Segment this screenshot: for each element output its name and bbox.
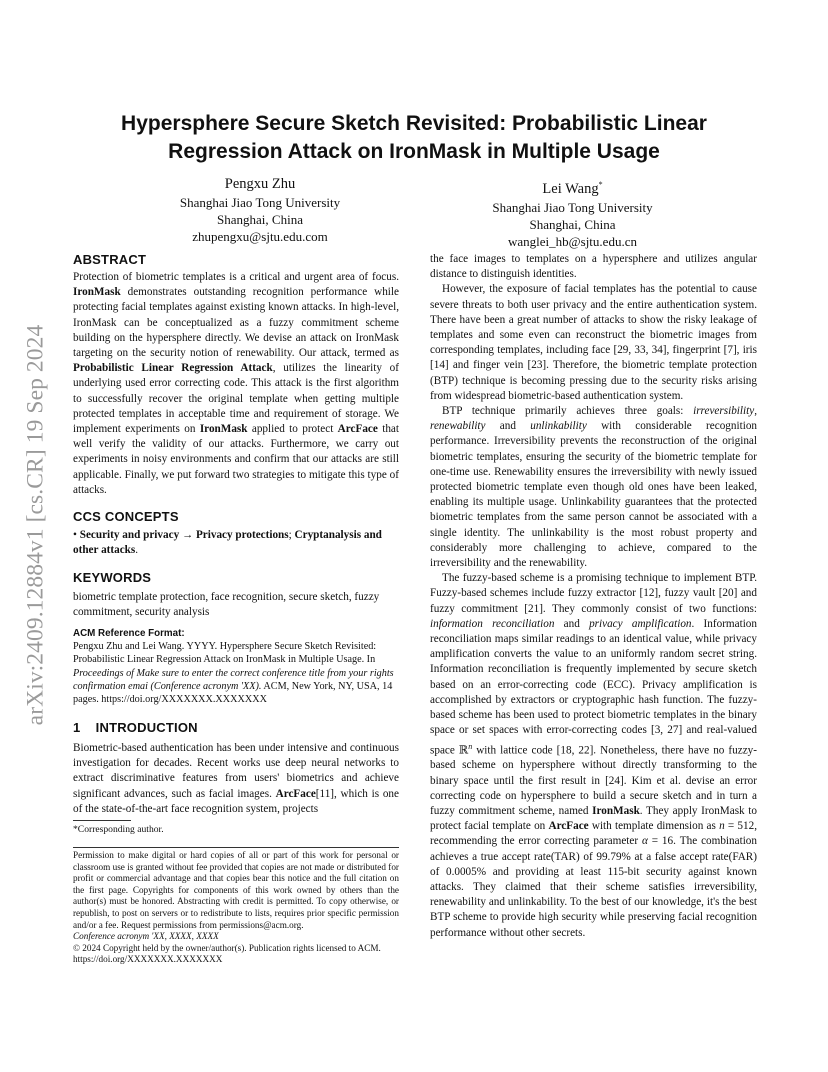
footnote: *Corresponding author.: [73, 824, 164, 835]
acm-reference-heading: ACM Reference Format:: [73, 628, 185, 639]
author-1-name: Pengxu Zhu: [224, 176, 296, 192]
intro-paragraph-3: BTP technique primarily achieves three goals: irreversibility, renewability and unlinkability with considerable recognition performance. Irreversibility prevents the reconstruction of the original biometric templates, ensuring the security of the biometric template for one-time use. Renewability ensures the irreversibility with newly issued protected biometric template even though old ones have been leaked, enabling its multiple usage. Unlinkability guarantees that the protected biometric templates from the same person cannot be associated with a single identity. The unlinkability is the most robust property and considerably more challenging to achieve, compared to the irreversibility and the renewability.: [430, 405, 758, 570]
intro-paragraph-2: However, the exposure of facial templates has the potential to cause severe threats to both user privacy and the entire authentication system. There have been a great number of attacks to show the risky leakage of templates and some even can reconstruct the biometric images from corresponding templates, including face [29, 33, 34], fingerprint [7], iris [14] and finger vein [23]. Therefore, the biometric template protection (BTP) technique is becoming pressing due to the security risks arising from widespread biometric-based authentication system.: [430, 283, 757, 402]
right-column: [430, 252, 757, 941]
author-2-affiliation: Shanghai Jiao Tong University: [492, 199, 653, 215]
author-2-email: wanglei_hb@sjtu.edu.cn: [508, 233, 637, 249]
permission-rule: [73, 847, 399, 848]
introduction-heading: 1 INTRODUCTION: [73, 720, 198, 735]
author-2-location: Shanghai, China: [529, 216, 616, 232]
copyright-line: © 2024 Copyright held by the owner/author(s). Publication rights licensed to ACM.: [73, 942, 381, 953]
acm-reference: [73, 627, 399, 706]
paper-title: [90, 110, 738, 166]
intro-paragraph-4: The fuzzy-based scheme is a promising technique to implement BTP. Fuzzy-based schemes include fuzzy extractor [12], fuzzy vault [20] and fuzzy commitment [21]. They commonly consist of two functions: information reconciliation and privacy amplification. Information reconciliation maps similar readings to an identical value, while privacy amplification converts the value to an uniformly random secret string. Information reconciliation is frequently implemented by secure sketch based on an error-correcting code (ECC). Privacy amplification is accomplished by extractors or cryptographic hash function. The fuzzy-based scheme has been used to protect biometric templates in the binary space or set spaces with error-correcting codes [3, 27] and real-valued space ℝ$^n$ with lattice code [18, 22]. Nonetheless, there have no fuzzy-based scheme on hypersphere without directly transforming to the binary space until the first result in [24]. Kim et al. devise an error correcting code on hypersphere to build a secure sketch and in turn a fuzzy commitment scheme, named IronMask. They apply IronMask to protect facial template on ArcFace with template dimension as n = 512, recommending the error correcting parameter α = 16. The combination achieves a true accept rate(TAR) of 99.79% at a false accept rate(FAR) of 0.0005% and providing at least 115-bit security against known attacks. They claimed that their scheme satisfies irreversibility, renewability and unlinkability. To the best of our knowledge, it's the best BTP scheme to provide high security while preserving facial recognition performance without other secrets.: [430, 572, 758, 939]
permission-text: Permission to make digital or hard copies of all or part of this work for personal or classroom use is granted without fee provided that copies are not made or distributed for profit or commercial advantage and that copies bear this notice and the full citation on the first page. Copyrights for components of this work owned by others than the author(s) must be honored. Abstracting with credit is permitted. To copy otherwise, or republish, to post on servers or to redistribute to lists, requires prior specific permission and/or a fee. Request permissions from permissions@acm.org.: [73, 850, 399, 930]
introduction-text: Biometric-based authentication has been under intensive and continuous investigation for decades. Recent works use deep neural networks to extract discriminative features from users' biometrics and achieve significant advances, such as facial images. ArcFace[11], which is one of the state-of-the-art face recognition system, projects: [73, 742, 399, 815]
abstract-heading: ABSTRACT: [73, 252, 147, 267]
author-2: [450, 175, 695, 250]
author-1-location: Shanghai, China: [217, 212, 303, 227]
acm-reference-text: Pengxu Zhu and Lei Wang. YYYY. Hypersphere Secure Sketch Revisited: Probabilistic Linear Regression Attack on IronMask in Multiple Usage. In Proceedings of Make sure to enter the correct conference title from your rights confirmation emai (Conference acronym 'XX). ACM, New York, NY, USA, 14 pages. https://doi.org/XXXXXXX.XXXXXXX: [73, 641, 394, 706]
title-line-1: Hypersphere Secure Sketch Revisited: Probabilistic Linear: [121, 112, 707, 135]
keywords-text: biometric template protection, face recognition, secure sketch, fuzzy commitment, security analysis: [73, 591, 380, 619]
ccs-text: • Security and privacy → Privacy protections; Cryptanalysis and other attacks.: [73, 529, 382, 557]
doi-line: https://doi.org/XXXXXXX.XXXXXXX: [73, 954, 223, 965]
title-line-2: Regression Attack on IronMask in Multiple Usage: [168, 140, 660, 163]
introduction-section: [73, 720, 399, 817]
footnote-rule: [73, 820, 131, 821]
keywords-section: [73, 570, 399, 620]
conference-line: Conference acronym 'XX, XXXX, XXXX: [73, 931, 219, 942]
author-1-affiliation: Shanghai Jiao Tong University: [179, 195, 341, 210]
permission-block: [73, 850, 399, 966]
author-2-name: Lei Wang: [542, 180, 599, 197]
author-1-email: zhupengxu@sjtu.edu.com: [192, 229, 328, 244]
abstract-text: Protection of biometric templates is a critical and urgent area of focus. IronMask demonstrates outstanding recognition performance while protecting facial templates against existing known attacks. In high-level, IronMask can be conceptualized as a fuzzy commitment scheme building on the hypersphere directly. We devise an attack on IronMask targeting on the security notion of renewability. Our attack, termed as Probabilistic Linear Regression Attack, utilizes the linearity of underlying used error correcting code. This attack is the first algorithm to successfully recover the original template when getting multiple protected templates in acceptable time and requirement of storage. We implement experiments on IronMask applied to protect ArcFace that well verify the validity of our attacks. Furthermore, we carry out experiments in noisy environments and confirm that our attacks are still applicable. Finally, we put forward two strategies to mitigate this type of attacks.: [73, 271, 399, 496]
ccs-section: [73, 509, 399, 558]
author-2-mark: *: [598, 180, 603, 189]
arxiv-stamp-text: arXiv:2409.12884v1 [cs.CR] 19 Sep 2024: [22, 324, 49, 726]
author-1: [130, 175, 390, 245]
intro-paragraph-1: the face images to templates on a hypersphere and utilizes angular distance to distinguish identities.: [430, 253, 757, 281]
keywords-heading: KEYWORDS: [73, 570, 152, 585]
ccs-heading: CCS CONCEPTS: [73, 509, 179, 524]
arxiv-stamp: [16, 290, 56, 760]
abstract-section: [73, 252, 399, 498]
